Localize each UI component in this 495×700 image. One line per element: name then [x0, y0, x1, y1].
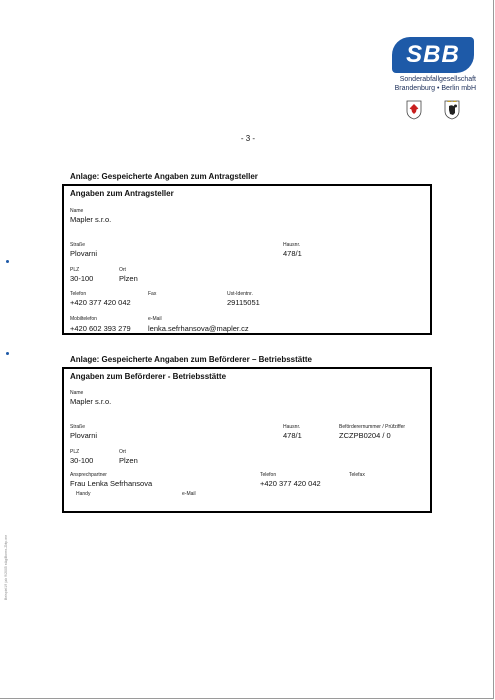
carrier-number-value: ZCZPB0204 / 0 — [339, 431, 391, 440]
zip-label: PLZ — [70, 449, 80, 455]
fax-label: Telefax — [349, 472, 365, 478]
page-number: - 3 - — [240, 134, 256, 143]
brandenburg-crest-icon — [406, 100, 422, 120]
fax-label: Fax — [148, 291, 157, 297]
footer-side-text: Beispiel19 (ab 9/2005 eAgiBoren-Zbtp.me — [4, 534, 8, 600]
name-label: Name — [70, 208, 84, 214]
house-number-label: Hausnr. — [283, 242, 301, 248]
house-number-value: 478/1 — [283, 431, 302, 440]
street-value: Plovarni — [70, 249, 98, 258]
applicant-section-heading: Anlage: Gespeicherte Angaben zum Antragsteller — [70, 172, 258, 181]
mobile-label: Handy — [76, 491, 91, 497]
mobile-label: Mobiltelefon — [70, 316, 97, 322]
phone-label: Telefon — [260, 472, 277, 478]
name-value: Mapler s.r.o. — [70, 397, 112, 406]
city-label: Ort — [119, 449, 126, 455]
city-value: Plzen — [119, 274, 138, 283]
carrier-section-heading: Anlage: Gespeicherte Angaben zum Beförderer – Betriebsstätte — [70, 355, 312, 364]
city-value: Plzen — [119, 456, 138, 465]
carrier-box — [62, 367, 432, 513]
margin-bullet — [6, 260, 9, 263]
carrier-number-label: Beförderernummer / Prüfziffer — [339, 424, 406, 430]
contact-person-value: Frau Lenka Sefrhansova — [70, 479, 153, 488]
street-label: Straße — [70, 242, 86, 248]
street-label: Straße — [70, 424, 86, 430]
email-value: lenka.sefrhansova@mapler.cz — [148, 324, 249, 333]
name-label: Name — [70, 390, 84, 396]
email-label: e-Mail — [148, 316, 162, 322]
zip-value: 30-100 — [70, 456, 94, 465]
sbb-logo — [392, 37, 476, 93]
house-number-value: 478/1 — [283, 249, 302, 258]
email-label: e-Mail — [182, 491, 196, 497]
phone-label: Telefon — [70, 291, 87, 297]
company-name-line2: Brandenburg • Berlin mbH — [394, 85, 476, 92]
vat-id-value: 29115051 — [227, 298, 260, 307]
phone-value: +420 377 420 042 — [260, 479, 321, 488]
margin-bullet — [6, 352, 9, 355]
company-name-line1: Sonderabfallgesellschaft — [399, 76, 476, 83]
city-label: Ort — [119, 267, 126, 273]
carrier-box-title: Angaben zum Beförderer - Betriebsstätte — [70, 372, 227, 381]
applicant-box-title: Angaben zum Antragsteller — [70, 189, 174, 198]
house-number-label: Hausnr. — [283, 424, 301, 430]
applicant-box — [62, 184, 432, 335]
mobile-value: +420 602 393 279 — [70, 324, 131, 333]
logo-badge: SBB — [392, 37, 474, 73]
zip-label: PLZ — [70, 267, 80, 273]
street-value: Plovarni — [70, 431, 98, 440]
vat-id-label: Ust-Identnr. — [227, 291, 253, 297]
berlin-crest-icon — [444, 100, 460, 120]
contact-person-label: Ansprechpartner — [70, 472, 107, 478]
name-value: Mapler s.r.o. — [70, 215, 112, 224]
zip-value: 30-100 — [70, 274, 94, 283]
phone-value: +420 377 420 042 — [70, 298, 131, 307]
